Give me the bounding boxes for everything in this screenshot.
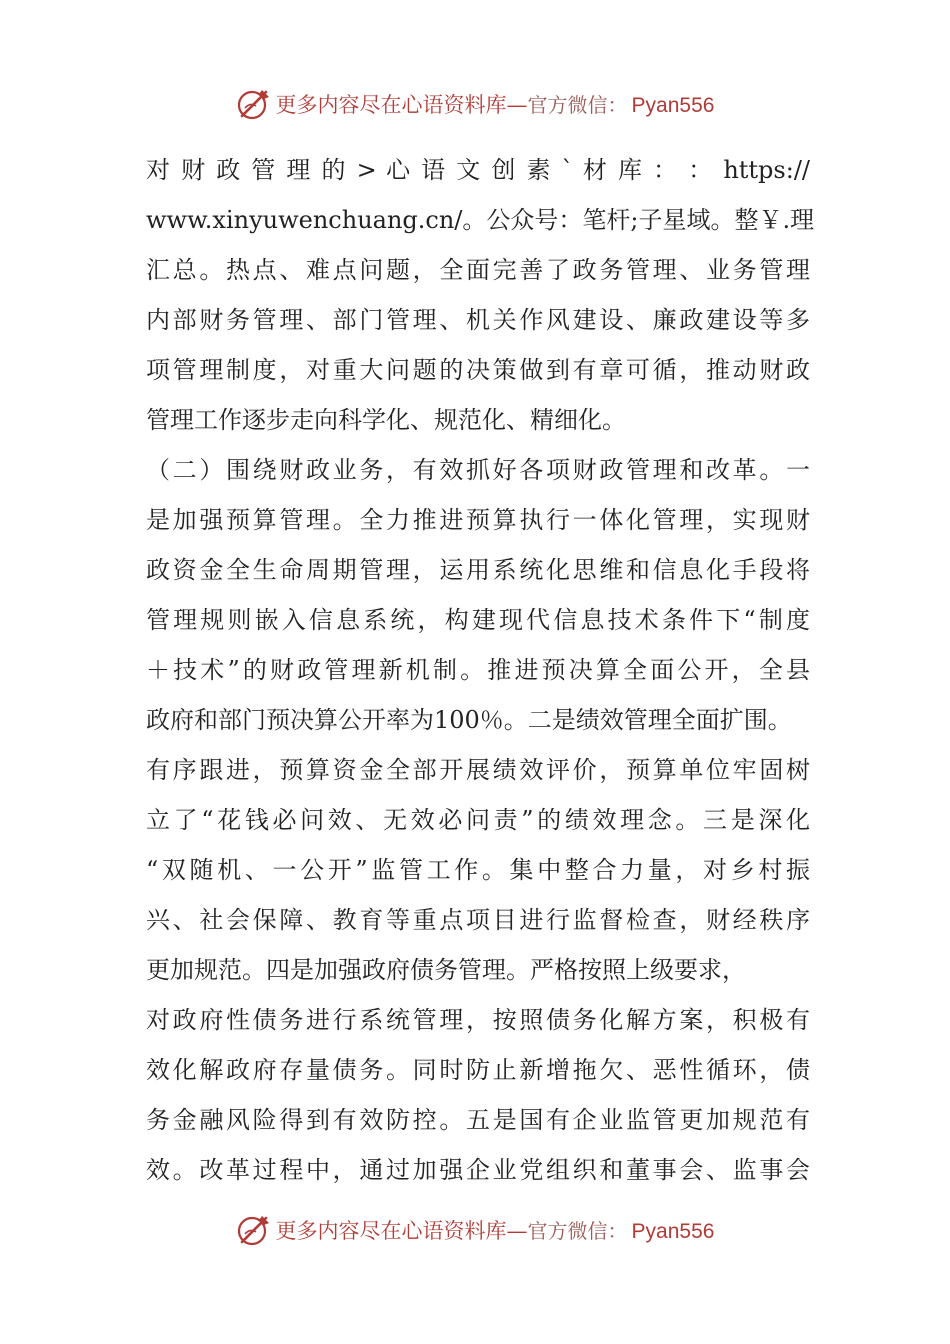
banner-text xyxy=(276,1215,715,1245)
banner-sub-text: 官方微信： xyxy=(527,1219,628,1243)
text-line: 政府和部门预决算公开率为100％。二是绩效管理全面扩围。 xyxy=(146,706,792,734)
banner-wechat-id: Pyan556 xyxy=(631,1220,715,1243)
banner-text xyxy=(276,89,715,119)
document-body xyxy=(146,145,815,1195)
banner-dash: — xyxy=(506,1219,528,1243)
text-line: 兴、社会保障、教育等重点项目进行监督检查，财经秩序 xyxy=(146,906,810,934)
text-line: ＋技术”的财政管理新机制。推进预决算全面公开，全县 xyxy=(146,656,810,684)
pen-logo-icon xyxy=(236,1212,272,1248)
text-line: 立了“花钱必问效、无效必问责”的绩效理念。三是深化 xyxy=(146,806,810,834)
banner-main-text: 更多内容尽在心语资料库 xyxy=(275,1219,507,1243)
banner-wechat-id: Pyan556 xyxy=(631,94,715,117)
text-line: www.xinyuwenchuang.cn/。公众号：笔杆;子星域。整￥.理 xyxy=(146,206,815,234)
text-line: 项管理制度，对重大问题的决策做到有章可循，推动财政 xyxy=(146,356,810,384)
footer-banner xyxy=(0,1210,950,1250)
header-banner xyxy=(0,84,950,124)
text-line: 有序跟进，预算资金全部开展绩效评价，预算单位牢固树 xyxy=(146,756,810,784)
text-line: 务金融风险得到有效防控。五是国有企业监管更加规范有 xyxy=(146,1106,810,1134)
text-line: “双随机、一公开”监管工作。集中整合力量，对乡村振 xyxy=(146,856,810,884)
text-line: 政资金全生命周期管理，运用系统化思维和信息化手段将 xyxy=(146,556,810,584)
text-line: 对政府性债务进行系统管理，按照债务化解方案，积极有 xyxy=(146,1006,810,1034)
text-line: 效化解政府存量债务。同时防止新增拖欠、恶性循环，债 xyxy=(146,1056,810,1084)
banner-dash: — xyxy=(506,93,528,117)
text-line: 内部财务管理、部门管理、机关作风建设、廉政建设等多 xyxy=(146,306,810,334)
text-line: 效。改革过程中，通过加强企业党组织和董事会、监事会 xyxy=(146,1156,810,1184)
text-line: 汇总。热点、难点问题，全面完善了政务管理、业务管理 xyxy=(146,256,810,284)
text-line: （二）围绕财政业务，有效抓好各项财政管理和改革。一 xyxy=(146,456,810,484)
pen-logo-icon xyxy=(236,86,272,122)
text-line: 管理规则嵌入信息系统，构建现代信息技术条件下“制度 xyxy=(146,606,810,634)
text-line: 对 财 政 管 理 的 > 心 语 文 创 素 ` 材 库 ： ： https:// xyxy=(146,156,810,184)
banner-sub-text: 官方微信： xyxy=(527,93,628,117)
banner-main-text: 更多内容尽在心语资料库 xyxy=(275,93,507,117)
text-line: 是加强预算管理。全力推进预算执行一体化管理，实现财 xyxy=(146,506,810,534)
text-line: 管理工作逐步走向科学化、规范化、精细化。 xyxy=(146,406,626,434)
text-line: 更加规范。四是加强政府债务管理。严格按照上级要求， xyxy=(146,956,746,984)
